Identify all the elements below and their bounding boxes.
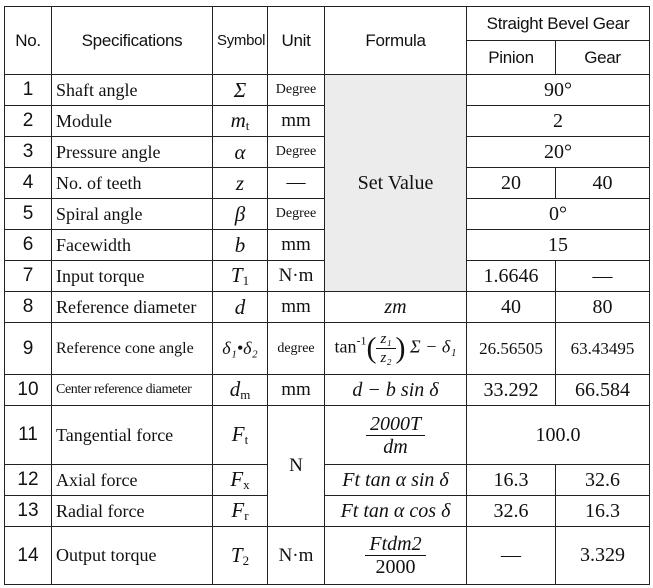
row-unit: mm [268, 230, 325, 261]
table-row [5, 323, 650, 375]
row-no: 3 [5, 137, 52, 168]
row-spec: Center reference diameter [52, 375, 213, 406]
row-symbol [213, 375, 268, 406]
symbol-main: F [231, 422, 245, 446]
table-row [5, 527, 650, 585]
formula-numerator: Ftdm2 [365, 533, 425, 556]
symbol-subscript: t [244, 432, 249, 447]
row-symbol [213, 261, 268, 292]
symbol-subscript: m [240, 387, 251, 402]
bevel-gear-spec-table [4, 6, 650, 585]
row-unit: mm [268, 375, 325, 406]
row-formula: d − b sin δ [325, 375, 467, 406]
symbol-subscript: 2 [242, 552, 250, 568]
row-gear: 3.329 [556, 527, 650, 585]
row-formula: Ft tan α cos δ [325, 496, 467, 527]
row-spec: Facewidth [52, 230, 213, 261]
row-no: 5 [5, 199, 52, 230]
row-no: 14 [5, 527, 52, 585]
set-value-cell: Set Value [325, 75, 467, 292]
row-symbol [213, 527, 268, 585]
header-specifications: Specifications [52, 7, 213, 75]
formula-left-paren: ( [366, 331, 377, 365]
table-row [5, 496, 650, 527]
formula-numerator: z₁ [376, 330, 395, 349]
row-spec: Axial force [52, 465, 213, 496]
symbol-subscript: 1 [242, 273, 250, 288]
row-spec: Input torque [52, 261, 213, 292]
row-spec: Output torque [52, 527, 213, 585]
row-gear: 63.43495 [556, 323, 650, 375]
header-straight-bevel-gear: Straight Bevel Gear [467, 7, 650, 41]
row-unit: mm [268, 106, 325, 137]
row-formula [325, 406, 467, 465]
row-gear: — [556, 261, 650, 292]
formula-right-paren: ) [395, 331, 406, 365]
formula-denominator: dm [383, 435, 408, 458]
row-no: 4 [5, 168, 52, 199]
row-symbol: d [213, 292, 268, 323]
row-symbol [213, 106, 268, 137]
row-no: 11 [5, 406, 52, 465]
table-row [5, 375, 650, 406]
row-no: 13 [5, 496, 52, 527]
row-spec: No. of teeth [52, 168, 213, 199]
row-pinion: 40 [467, 292, 556, 323]
row-value: 100.0 [467, 406, 650, 465]
symbol-main: m [230, 108, 246, 132]
row-formula: zm [325, 292, 467, 323]
row-unit: Degree [268, 137, 325, 168]
row-pinion: — [467, 527, 556, 585]
row-formula [325, 323, 467, 375]
row-symbol [213, 496, 268, 527]
row-value: 15 [467, 230, 650, 261]
formula-denominator: z₂ [380, 350, 392, 366]
row-spec: Pressure angle [52, 137, 213, 168]
row-no: 9 [5, 323, 52, 375]
header-gear: Gear [556, 41, 650, 75]
table-row [5, 406, 650, 465]
row-pinion: 33.292 [467, 375, 556, 406]
row-spec: Shaft angle [52, 75, 213, 106]
formula-tan: tan [334, 336, 357, 357]
row-gear: 80 [556, 292, 650, 323]
row-spec: Module [52, 106, 213, 137]
row-pinion: 16.3 [467, 465, 556, 496]
row-unit: Degree [268, 199, 325, 230]
symbol-main: F [231, 498, 245, 522]
row-no: 6 [5, 230, 52, 261]
formula-denominator: 2000 [375, 556, 416, 578]
row-formula [325, 527, 467, 585]
row-symbol: β [213, 199, 268, 230]
row-no: 10 [5, 375, 52, 406]
formula-tail: Σ − δ₁ [410, 336, 457, 357]
formula-superscript: -1 [356, 333, 367, 348]
row-pinion: 32.6 [467, 496, 556, 527]
header-symbol: Symbol [213, 7, 268, 75]
symbol-subscript: t [245, 118, 250, 133]
header-no: No. [5, 7, 52, 75]
row-gear: 40 [556, 168, 650, 199]
row-formula: Ft tan α sin δ [325, 465, 467, 496]
row-no: 8 [5, 292, 52, 323]
row-gear: 66.584 [556, 375, 650, 406]
header-unit: Unit [268, 7, 325, 75]
row-no: 7 [5, 261, 52, 292]
formula-fraction [376, 330, 395, 367]
row-value: 2 [467, 106, 650, 137]
row-unit: mm [268, 292, 325, 323]
row-unit: N·m [268, 261, 325, 292]
row-pinion: 1.6646 [467, 261, 556, 292]
table-row [5, 292, 650, 323]
row-gear: 32.6 [556, 465, 650, 496]
row-spec: Reference diameter [52, 292, 213, 323]
formula-fraction [366, 413, 425, 458]
row-spec: Spiral angle [52, 199, 213, 230]
row-unit: degree [268, 323, 325, 375]
header-pinion: Pinion [467, 41, 556, 75]
row-no: 1 [5, 75, 52, 106]
row-pinion: 26.56505 [467, 323, 556, 375]
symbol-subscript: r [244, 508, 249, 523]
row-symbol [213, 406, 268, 465]
row-symbol: b [213, 230, 268, 261]
row-spec: Radial force [52, 496, 213, 527]
force-unit-cell: N [268, 406, 325, 527]
row-no: 2 [5, 106, 52, 137]
row-unit: Degree [268, 75, 325, 106]
formula-numerator: 2000T [366, 413, 425, 436]
row-value: 90° [467, 75, 650, 106]
row-spec: Tangential force [52, 406, 213, 465]
row-symbol [213, 465, 268, 496]
header-formula: Formula [325, 7, 467, 75]
row-pinion: 20 [467, 168, 556, 199]
symbol-subscript: x [243, 477, 250, 492]
row-value: 0° [467, 199, 650, 230]
symbol-main: F [230, 467, 244, 491]
table-row [5, 465, 650, 496]
row-symbol: Σ [213, 75, 268, 106]
formula-fraction [365, 533, 425, 578]
row-spec: Reference cone angle [52, 323, 213, 375]
row-unit: — [268, 168, 325, 199]
row-no: 12 [5, 465, 52, 496]
symbol-main: T [230, 263, 243, 287]
row-symbol: z [213, 168, 268, 199]
row-unit: N·m [268, 527, 325, 585]
symbol-main: d [229, 377, 241, 401]
table-row [5, 75, 650, 106]
row-value: 20° [467, 137, 650, 168]
symbol-main: T [230, 542, 243, 567]
row-symbol: δ₁•δ₂ [213, 323, 268, 375]
row-symbol: α [213, 137, 268, 168]
row-gear: 16.3 [556, 496, 650, 527]
